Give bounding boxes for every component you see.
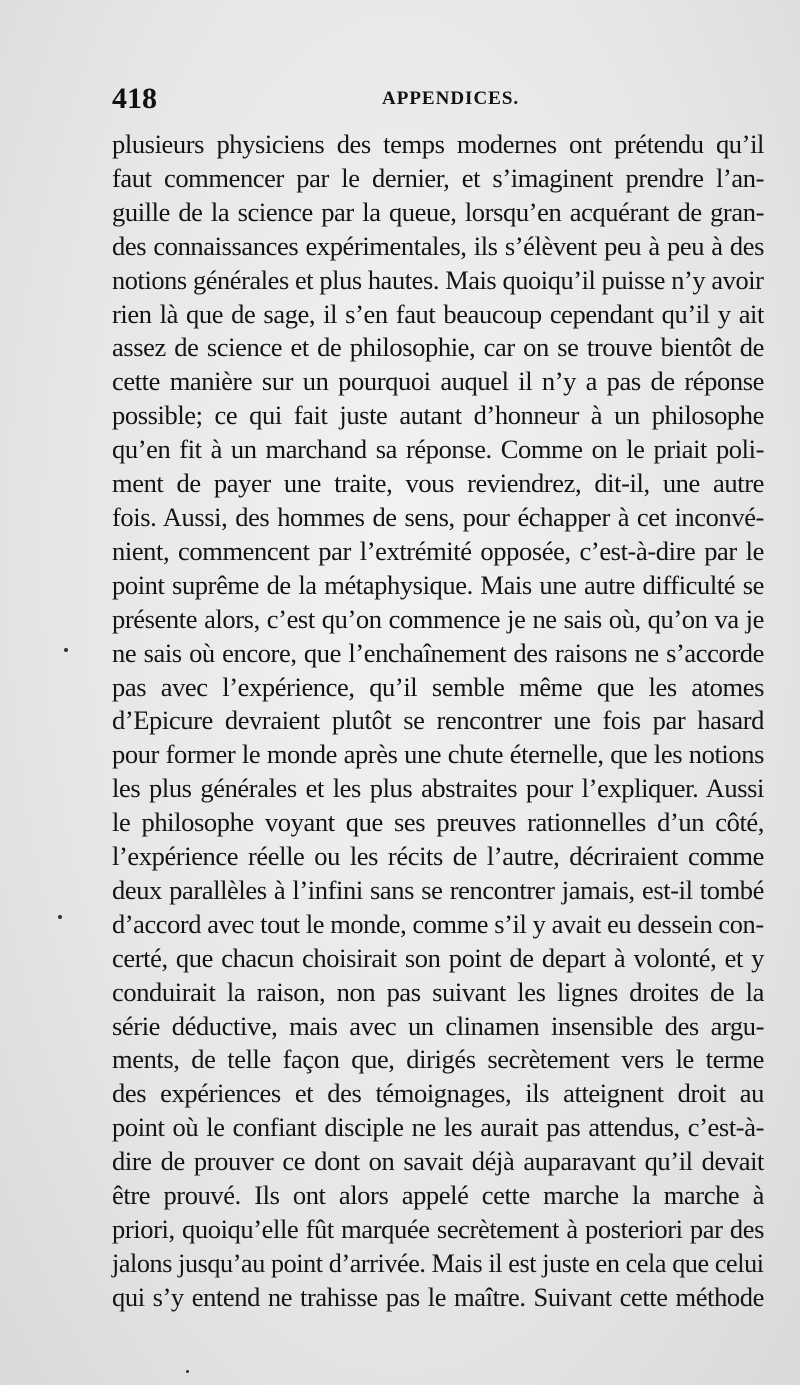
- text-line: point où le confiant disciple ne les aurait pas attendus, c’est-à-: [112, 1112, 764, 1143]
- text-line: possible; ce qui fait juste autant d’honneur à un philosophe: [112, 400, 764, 431]
- text-line: d’Epicure devraient plutôt se rencontrer une fois par hasard: [112, 705, 764, 736]
- text-line: point suprême de la métaphysique. Mais une autre difficulté se: [112, 569, 764, 600]
- paper-speck: [186, 1370, 189, 1373]
- running-title: APPENDICES.: [382, 88, 520, 109]
- paper-speck: [58, 915, 62, 919]
- text-line: certé, que chacun choisirait son point de depart à volonté, et y: [112, 942, 764, 973]
- text-line: conduirait la raison, non pas suivant les lignes droites de la: [112, 976, 764, 1007]
- body-text: [112, 128, 764, 1315]
- text-line: qu’en fit à un marchand sa réponse. Comme on le priait poli-: [112, 434, 764, 465]
- text-line: présente alors, c’est qu’on commence je ne sais où, qu’on va je: [112, 603, 764, 634]
- text-line: qui s’y entend ne trahisse pas le maître. Suivant cette méthode: [112, 1281, 764, 1312]
- text-line: dire de prouver ce dont on savait déjà auparavant qu’il devait: [112, 1146, 764, 1177]
- text-line: ne sais où encore, que l’enchaînement des raisons ne s’accorde: [112, 637, 764, 668]
- text-line: plusieurs physiciens des temps modernes ont prétendu qu’il: [112, 129, 764, 159]
- paper-speck: [64, 648, 68, 652]
- text-line: ments, de telle façon que, dirigés secrètement vers le terme: [112, 1044, 764, 1075]
- text-line: l’expérience réelle ou les récits de l’autre, décriraient comme: [112, 841, 764, 872]
- text-line: assez de science et de philosophie, car on se trouve bientôt de: [112, 332, 764, 363]
- text-line: des connaissances expérimentales, ils s’élèvent peu à peu à des: [112, 230, 764, 261]
- text-line: être prouvé. Ils ont alors appelé cette marche la marche à: [112, 1180, 764, 1211]
- text-line: série déductive, mais avec un clinamen insensible des argu-: [112, 1010, 764, 1041]
- text-line: fois. Aussi, des hommes de sens, pour échapper à cet inconvé-: [112, 501, 764, 532]
- text-line: d’accord avec tout le monde, comme s’il y avait eu dessein con-: [112, 908, 764, 939]
- text-line: jalons jusqu’au point d’arrivée. Mais il est juste en cela que celui: [112, 1247, 764, 1278]
- text-line: faut commencer par le dernier, et s’imaginent prendre l’an-: [112, 162, 764, 193]
- text-line: cette manière sur un pourquoi auquel il n’y a pas de réponse: [112, 366, 764, 397]
- text-line: des expériences et des témoignages, ils atteignent droit au: [112, 1078, 764, 1109]
- text-line: notions générales et plus hautes. Mais quoiqu’il puisse n’y avoir: [112, 264, 764, 295]
- text-line: ment de payer une traite, vous reviendrez, dit-il, une autre: [112, 468, 764, 499]
- page-number: 418: [112, 82, 157, 115]
- text-line: nient, commencent par l’extrémité opposée, c’est-à-dire par le: [112, 535, 764, 566]
- text-line: guille de la science par la queue, lorsqu’en acquérant de gran-: [112, 196, 764, 227]
- page-header: [112, 82, 752, 116]
- text-line: priori, quoiqu’elle fût marquée secrètement à posteriori par des: [112, 1214, 764, 1244]
- text-line: deux parallèles à l’infini sans se rencontrer jamais, est-il tombé: [112, 874, 764, 905]
- text-line: pour former le monde après une chute éternelle, que les notions: [112, 739, 764, 770]
- text-line: rien là que de sage, il s’en faut beaucoup cependant qu’il y ait: [112, 298, 764, 329]
- text-line: pas avec l’expérience, qu’il semble même que les atomes: [112, 671, 764, 702]
- text-line: les plus générales et les plus abstraites pour l’expliquer. Aussi: [112, 773, 764, 804]
- text-line: le philosophe voyant que ses preuves rationnelles d’un côté,: [112, 807, 764, 838]
